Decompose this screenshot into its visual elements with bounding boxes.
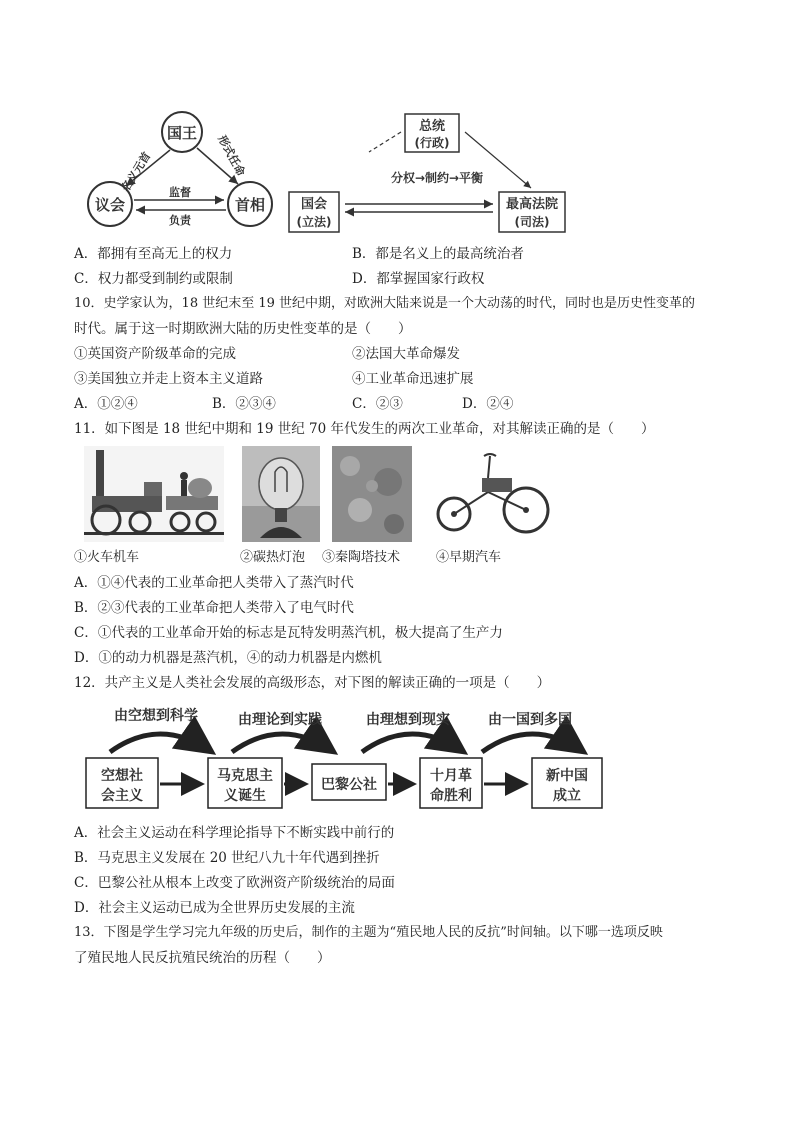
q9-option-d: D．都掌握国家行政权 <box>352 271 485 287</box>
king-label: 国王 <box>166 124 198 142</box>
q11-option-b: B．②③代表的工业革命把人类带入了电气时代 <box>74 600 354 616</box>
arc-label-4: 由一国到多国 <box>488 712 572 728</box>
q10-item-3: ③美国独立并走上资本主义道路 <box>74 371 263 387</box>
box-october-line2: 命胜利 <box>430 788 472 804</box>
q12-option-a: A．社会主义运动在科学理论指导下不断实践中前行的 <box>74 825 395 841</box>
q13-stem-line1: 13．下图是学生学习完九年级的历史后，制作的主题为“殖民地人民的反抗”时间轴。以下哪一选项反映 <box>74 925 663 940</box>
president-label: 总统 <box>418 119 446 134</box>
parliament-label: 议会 <box>94 196 126 214</box>
q10-item-4: ④工业革命迅速扩展 <box>352 371 474 387</box>
q10-stem-line2: 时代。属于这一时期欧洲大陆的历史性变革的是（ ） <box>74 321 412 337</box>
box-utopian-line1: 空想社 <box>101 768 143 784</box>
caption-pottery: ③秦陶塔技术 <box>322 550 401 565</box>
q10-option-d: D．②④ <box>462 396 514 412</box>
arc-label-3: 由理想到现实 <box>366 712 450 728</box>
q10-option-a: A．①②④ <box>74 396 138 412</box>
q11-option-d: D．①的动力机器是蒸汽机，④的动力机器是内燃机 <box>74 650 382 666</box>
q10-option-b: B．②③④ <box>212 396 276 412</box>
box-marxism-line1: 马克思主 <box>217 768 273 784</box>
us-power-diagram <box>285 100 585 240</box>
q11-option-c: C．①代表的工业革命开始的标志是瓦特发明蒸汽机，极大提高了生产力 <box>74 625 503 641</box>
arc-label-2: 由理论到实践 <box>238 712 322 728</box>
q9-option-c: C．权力都受到制约或限制 <box>74 271 233 287</box>
q10-stem-line1: 10．史学家认为，18 世纪末至 19 世纪中期，对欧洲大陆来说是一个大动荡的时代，同时也是历史性变革的 <box>74 296 696 311</box>
caption-bulb: ②碳热灯泡 <box>240 550 306 565</box>
nominal-leader-label: 名义元首 <box>119 149 154 194</box>
box-marxism-line2: 义诞生 <box>224 788 266 804</box>
q12-option-c: C．巴黎公社从根本上改变了欧洲资产阶级统治的局面 <box>74 875 395 891</box>
caption-car: ④早期汽车 <box>436 550 502 565</box>
carbon-bulb-image <box>242 446 320 542</box>
box-utopian-line2: 会主义 <box>101 788 143 804</box>
locomotive-image <box>84 446 224 542</box>
box-paris-commune: 巴黎公社 <box>321 777 377 793</box>
box-new-china-line1: 新中国 <box>546 768 588 784</box>
caption-locomotive: ①火车机车 <box>74 550 140 565</box>
principle-label: 分权→制约→平衡 <box>390 171 484 185</box>
q12-option-d: D．社会主义运动已成为全世界历史发展的主流 <box>74 900 355 916</box>
congress-sub-label: (立法) <box>296 215 332 229</box>
congress-label: 国会 <box>300 197 328 212</box>
q10-option-c: C．②③ <box>352 396 403 412</box>
pm-label: 首相 <box>234 196 266 214</box>
arc-label-1: 由空想到科学 <box>114 708 198 724</box>
responsible-label: 负责 <box>169 214 191 227</box>
q13-stem-line2: 了殖民地人民反抗殖民统治的历程（ ） <box>74 950 331 966</box>
court-label: 最高法院 <box>505 197 559 212</box>
q10-item-2: ②法国大革命爆发 <box>352 346 460 362</box>
socialism-flow-diagram <box>80 700 610 816</box>
q9-option-b: B．都是名义上的最高统治者 <box>352 246 524 262</box>
court-sub-label: (司法) <box>514 215 550 229</box>
q12-stem: 12．共产主义是人类社会发展的高级形态，对下图的解读正确的一项是（ ） <box>74 675 551 691</box>
box-new-china-line2: 成立 <box>553 788 581 804</box>
q10-item-1: ①英国资产阶级革命的完成 <box>74 346 236 362</box>
uk-power-diagram <box>80 108 280 238</box>
pottery-technique-image <box>332 446 412 542</box>
president-sub-label: (行政) <box>414 136 450 150</box>
q11-stem: 11．如下图是 18 世纪中期和 19 世纪 70 年代发生的两次工业革命，对其解读正确的是（ ） <box>74 421 655 437</box>
q9-option-a: A．都拥有至高无上的权力 <box>74 246 233 262</box>
box-october-line1: 十月革 <box>430 768 472 784</box>
q12-option-b: B．马克思主义发展在 20 世纪八九十年代遇到挫折 <box>74 850 380 866</box>
q11-option-a: A．①④代表的工业革命把人类带入了蒸汽时代 <box>74 575 354 591</box>
early-car-image <box>428 452 556 536</box>
supervise-label: 监督 <box>169 186 191 199</box>
formal-appoint-label: 形式任命 <box>215 133 248 179</box>
